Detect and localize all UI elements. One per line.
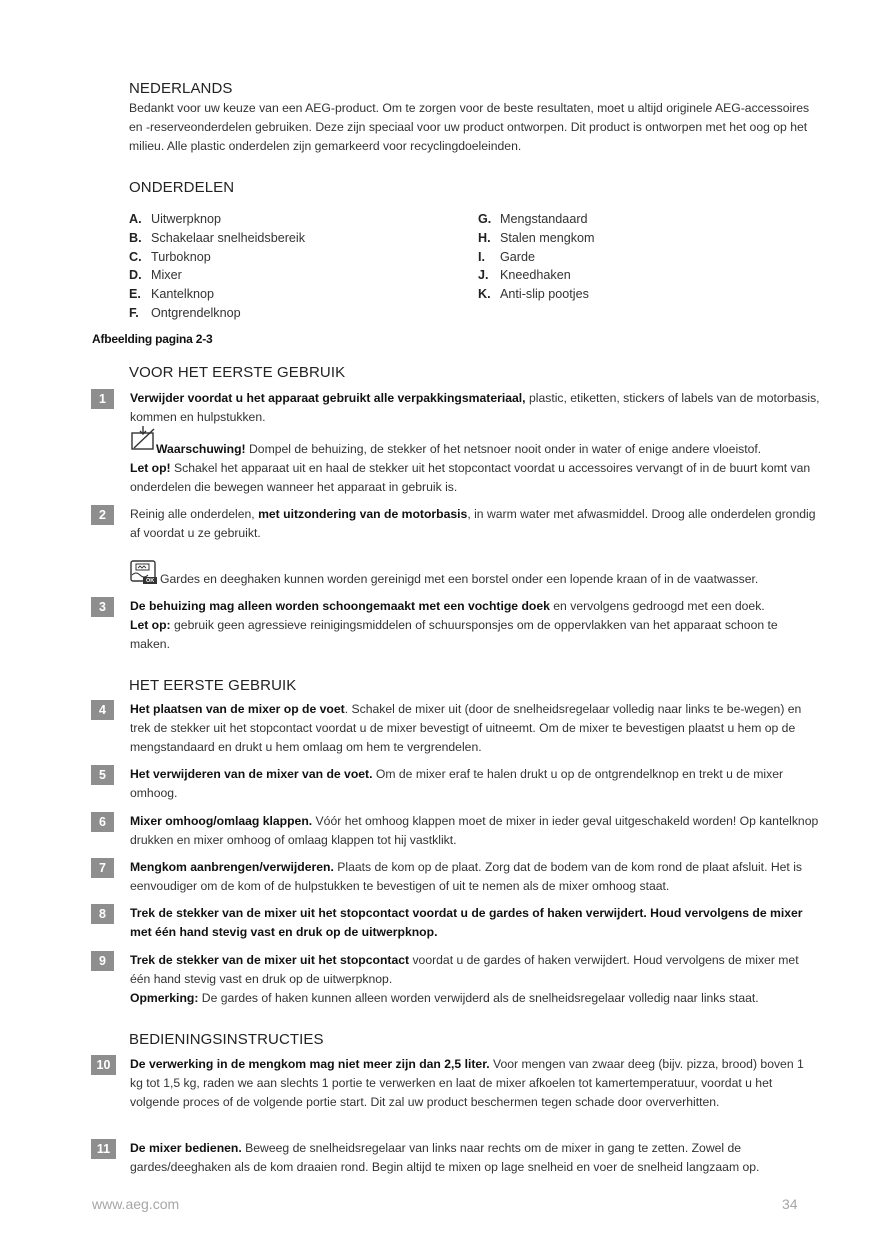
step-11-text: De mixer bedienen. Beweeg de snelheidsregelaar van links naar rechts om de mixer in gang te zetten. Zowel de gardes/deeghaken als de kom draaien rond. Begin altijd te mixen op lage snelheid en voer de snelheid langzaam op. bbox=[130, 1141, 760, 1174]
list-item: F. Ontgrendelknop bbox=[129, 305, 241, 320]
page-title: NEDERLANDS bbox=[129, 80, 233, 97]
step-4-text: Het plaatsen van de mixer op de voet. Schakel de mixer uit (door de snelheidsregelaar volledig naar links te be-wegen) en trek de stekker uit het stopcontact voordat u de mixer bevestigt of uitneemt. Om de mixer te bevestigen plaatst u hem op de mengstandaard en drukt u hem omlaag om hem te vergrendelen. bbox=[130, 702, 802, 754]
list-item: A. Uitwerpknop bbox=[129, 212, 221, 226]
list-item: C. Turboknop bbox=[129, 249, 211, 264]
step-number: 9 bbox=[91, 951, 114, 971]
list-item: B. Schakelaar snelheidsbereik bbox=[129, 230, 306, 245]
step-number: 8 bbox=[91, 904, 114, 924]
step-number: 10 bbox=[91, 1055, 116, 1075]
intro-paragraph: Bedankt voor uw keuze van een AEG-product. Om te zorgen voor de beste resultaten, moet u altijd originele AEG-accessoires en -reserveonderdelen gebruiken. Deze zijn speciaal voor uw product ontworpen. Dit product is ontworpen met het oog op het milieu. Alle plastic onderdelen zijn gemarkeerd voor recyclingdoeleinden. bbox=[129, 101, 810, 153]
step-number: 1 bbox=[91, 389, 114, 409]
operation-heading: BEDIENINGSINSTRUCTIES bbox=[129, 1031, 324, 1048]
step-number: 11 bbox=[91, 1139, 116, 1159]
step-number: 6 bbox=[91, 812, 114, 832]
list-item: G. Mengstandaard bbox=[478, 212, 588, 226]
list-item: I. Garde bbox=[478, 249, 536, 264]
step-number: 4 bbox=[91, 700, 114, 720]
parts-list-left bbox=[129, 210, 305, 323]
step-9-text: Trek de stekker van de mixer uit het stopcontact voordat u de gardes of haken verwijdert. Houd vervolgens de mixer met één hand stevig vast en druk op de uitwerpknop. Opmerking: De gardes of haken kunnen alleen worden verwijderd als de snelheidsregelaar volledig naar links staat. bbox=[130, 953, 799, 1005]
first-use-heading: VOOR HET EERSTE GEBRUIK bbox=[129, 364, 346, 381]
step-number: 5 bbox=[91, 765, 114, 785]
step-8-text: Trek de stekker van de mixer uit het stopcontact voordat u de gardes of haken verwijdert. Houd vervolgens de mixer met één hand stevig vast en druk op de uitwerpknop. bbox=[130, 906, 803, 939]
step-6-text: Mixer omhoog/omlaag klappen. Vóór het omhoog klappen moet de mixer in ieder geval uitgeschakeld worden! Op kantelknop drukken en mixer omhoog of omlaag klappen tot hij vastklikt. bbox=[130, 814, 819, 847]
step-7-text: Mengkom aanbrengen/verwijderen. Plaats de kom op de plaat. Zorg dat de bodem van de kom rond de plaat afsluit. Het is eenvoudiger om de kom of de hulpstukken te bevestigen of uit te nemen als de mixer omhoog staat. bbox=[130, 860, 802, 893]
list-item: K. Anti-slip pootjes bbox=[478, 287, 589, 302]
dishwasher-safe-icon bbox=[129, 559, 159, 585]
step-number: 7 bbox=[91, 858, 114, 878]
step-number: 3 bbox=[91, 597, 114, 617]
page-number: 34 bbox=[782, 1196, 798, 1212]
parts-heading: ONDERDELEN bbox=[129, 179, 235, 196]
step-number: 2 bbox=[91, 505, 114, 525]
dishwasher-text: Gardes en deeghaken kunnen worden gereinigd met een borstel onder een lopende kraan of in de vaatwasser. bbox=[160, 572, 759, 586]
parts-list-right bbox=[478, 210, 595, 304]
step-1-text: Verwijder voordat u het apparaat gebruikt alle verpakkingsmateriaal, plastic, etiketten, stickers of labels van de motorbasis, kommen en hulpstukken. bbox=[130, 391, 820, 424]
step-10-text: De verwerking in de mengkom mag niet meer zijn dan 2,5 liter. Voor mengen van zwaar deeg (bijv. pizza, brood) boven 1 kg tot 1,5 kg, raden we aan slechts 1 portie te verwerken en laat de mixer afkoelen tot kamertemperatuur, voordat u het volgende proces of de volgende portie start. Dit zal uw product beschermen tegen schade door oververhitten. bbox=[130, 1057, 804, 1109]
list-item: H. Stalen mengkom bbox=[478, 230, 595, 245]
footer-website: www.aeg.com bbox=[92, 1196, 180, 1212]
step-3-text: De behuizing mag alleen worden schoongemaakt met een vochtige doek en vervolgens gedroogd met een doek. Let op: gebruik geen agressieve reinigingsmiddelen of schuursponsjes om de oppervlakken van het apparaat schoon te maken. bbox=[130, 599, 778, 651]
step-2-text: Reinig alle onderdelen, met uitzondering van de motorbasis, in warm water met afwasmiddel. Droog alle onderdelen grondig af voordat u ze gebruikt. bbox=[130, 507, 816, 540]
use-heading: HET EERSTE GEBRUIK bbox=[129, 677, 297, 694]
ok-label: OK bbox=[146, 578, 155, 584]
list-item: E. Kantelknop bbox=[129, 287, 215, 302]
warning-text: Waarschuwing! Dompel de behuizing, de stekker of het netsnoer nooit onder in water of enige andere vloeistof. Let op! Schakel het apparaat uit en haal de stekker uit het stopcontact voordat u accessoires vervangt of in de buurt komt van onderdelen die bewegen wanneer het apparaat in gebruik is. bbox=[130, 442, 811, 494]
list-item: D. Mixer bbox=[129, 268, 182, 283]
figure-caption: Afbeelding pagina 2-3 bbox=[92, 332, 213, 346]
step-5-text: Het verwijderen van de mixer van de voet. Om de mixer eraf te halen drukt u op de ontgrendelknop en trekt u de mixer omhoog. bbox=[130, 767, 784, 800]
list-item: J. Kneedhaken bbox=[478, 268, 571, 283]
